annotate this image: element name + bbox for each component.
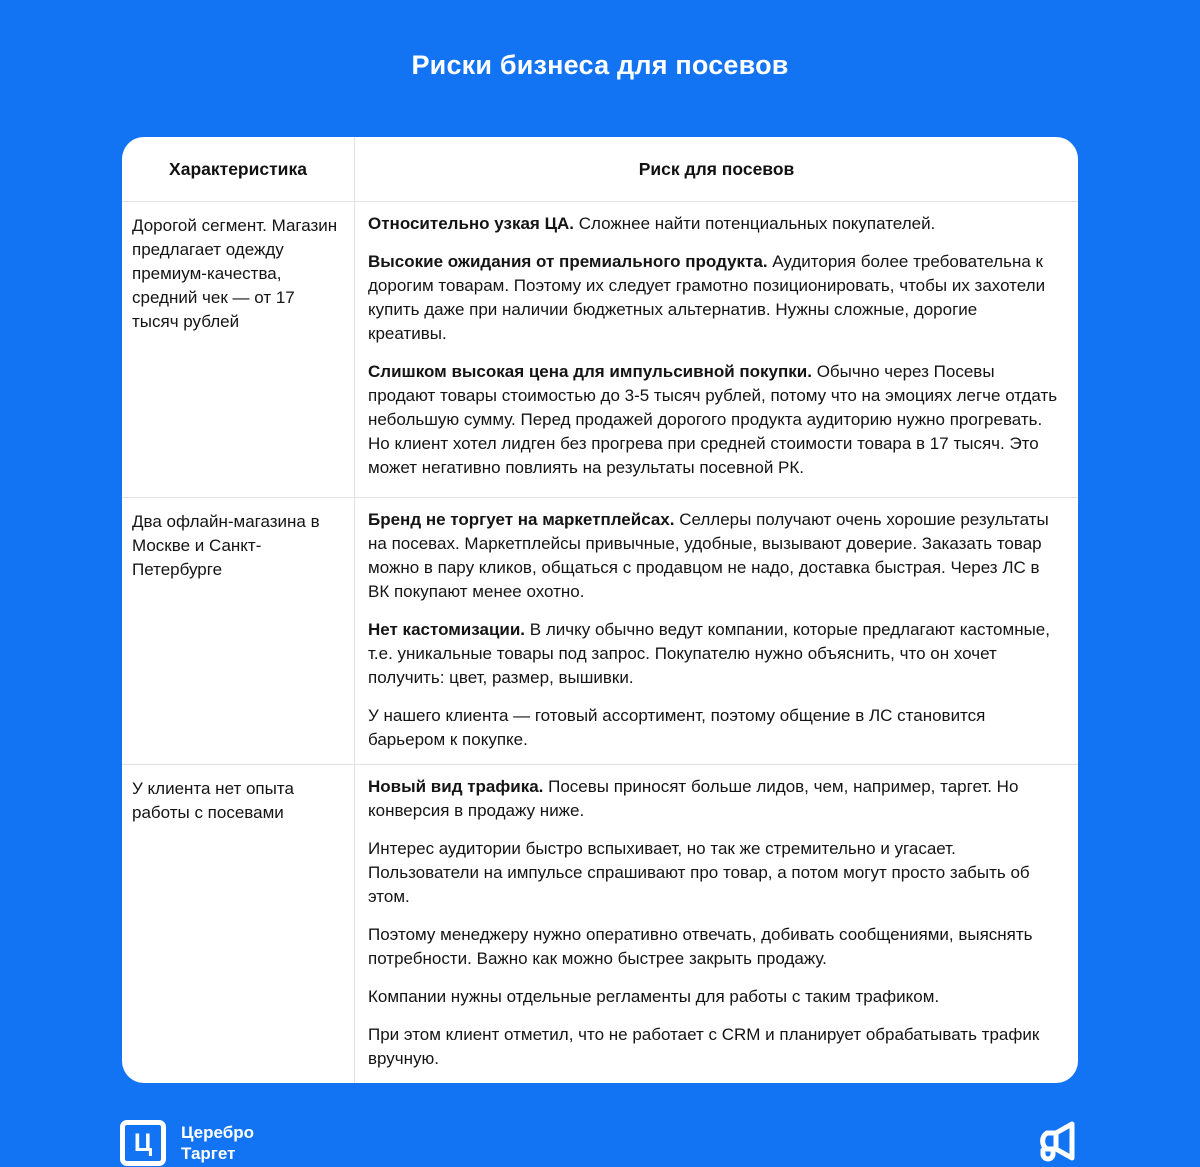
risk-lead-text: Нет кастомизации. <box>368 620 526 639</box>
risk-cell <box>355 202 1078 497</box>
risk-body-text: При этом клиент отметил, что не работает с CRM и планирует обрабатывать трафик вручную. <box>368 1025 1040 1068</box>
risk-body-text: Сложнее найти потенциальных покупателей. <box>574 214 936 233</box>
risk-paragraph <box>368 923 1058 971</box>
brand-line1: Церебро <box>181 1123 254 1142</box>
risk-paragraph <box>368 837 1058 909</box>
table-row <box>122 764 1078 1083</box>
column-header-risk: Риск для посевов <box>638 158 795 179</box>
characteristic-cell: У клиента нет опыта работы с посевами <box>122 765 355 1083</box>
megaphone-icon <box>1026 1117 1080 1167</box>
risk-paragraph <box>368 360 1058 480</box>
risk-body-text: Компании нужны отдельные регламенты для работы с таким трафиком. <box>368 987 940 1006</box>
footer <box>120 1117 1080 1167</box>
risk-paragraph <box>368 1023 1058 1071</box>
table-row <box>122 497 1078 764</box>
risks-table-card <box>122 137 1078 1083</box>
risk-paragraph <box>368 704 1058 752</box>
risk-paragraph <box>368 250 1058 346</box>
risk-body-text: Поэтому менеджеру нужно оперативно отвечать, добивать сообщениями, выяснять потребности. Важно как можно быстрее закрыть продажу. <box>368 925 1033 968</box>
risk-cell <box>355 498 1078 764</box>
risk-lead-text: Высокие ожидания от премиального продукта. <box>368 252 768 271</box>
risk-body-text: Обычно через Посевы продают товары стоимостью до 3-5 тысяч рублей, потому что на эмоциях легче отдать небольшую сумму. Перед продажей дорогого продукта аудиторию нужно прогревать. Но клиент хотел лидген без прогрева при средней стоимости товара в 17 тысяч. Это может негативно повлиять на результаты посевной РК. <box>368 362 1058 477</box>
brand-line2: Таргет <box>181 1144 236 1163</box>
risk-lead-text: Слишком высокая цена для импульсивной покупки. <box>368 362 812 381</box>
brand-logo <box>120 1120 254 1166</box>
logo-letter: Ц <box>133 1128 153 1157</box>
risk-body-text: У нашего клиента — готовый ассортимент, поэтому общение в ЛС становится барьером к покупке. <box>368 706 986 749</box>
table-row <box>122 201 1078 497</box>
risk-lead-text: Бренд не торгует на маркетплейсах. <box>368 510 675 529</box>
risk-paragraph <box>368 618 1058 690</box>
characteristic-cell: Дорогой сегмент. Магазин предлагает одежду премиум-качества, средний чек — от 17 тысяч рублей <box>122 202 355 497</box>
characteristic-cell: Два офлайн-магазина в Москве и Санкт-Петербурге <box>122 498 355 764</box>
page-title: Риски бизнеса для посевов <box>411 50 789 80</box>
brand-name <box>181 1122 254 1164</box>
risk-lead-text: Относительно узкая ЦА. <box>368 214 574 233</box>
risk-body-text: Аудитория более требовательна к дорогим товарам. Поэтому их следует грамотно позиционировать, чтобы их захотели купить даже при наличии бюджетных альтернатив. Нужны сложные, дорогие креативы. <box>368 252 1046 343</box>
risk-paragraph <box>368 985 1058 1009</box>
risk-lead-text: Новый вид трафика. <box>368 777 544 796</box>
table-header-row <box>122 137 1078 201</box>
risk-paragraph <box>368 508 1058 604</box>
column-header-characteristic: Характеристика <box>122 137 355 201</box>
risk-body-text: Посевы приносят больше лидов, чем, например, таргет. Но конверсия в продажу ниже. <box>368 777 1019 820</box>
cerebro-logo-icon <box>120 1120 166 1166</box>
risk-body-text: Селлеры получают очень хорошие результаты на посевах. Маркетплейсы привычные, удобные, вызывают доверие. Заказать товар можно в пару кликов, общаться с продавцом не надо, доставка быстрая. Через ЛС в ВК покупают менее охотно. <box>368 510 1049 601</box>
risk-paragraph <box>368 775 1058 823</box>
risk-paragraph <box>368 212 1058 236</box>
risk-body-text: В личку обычно ведут компании, которые предлагают кастомные, т.е. уникальные товары под запрос. Покупателю нужно объяснить, что он хочет получить: цвет, размер, вышивки. <box>368 620 1050 687</box>
risk-cell <box>355 765 1078 1083</box>
risk-body-text: Интерес аудитории быстро вспыхивает, но так же стремительно и угасает. Пользователи на импульсе спрашивают про товар, а потом могут просто забыть об этом. <box>368 839 1030 906</box>
